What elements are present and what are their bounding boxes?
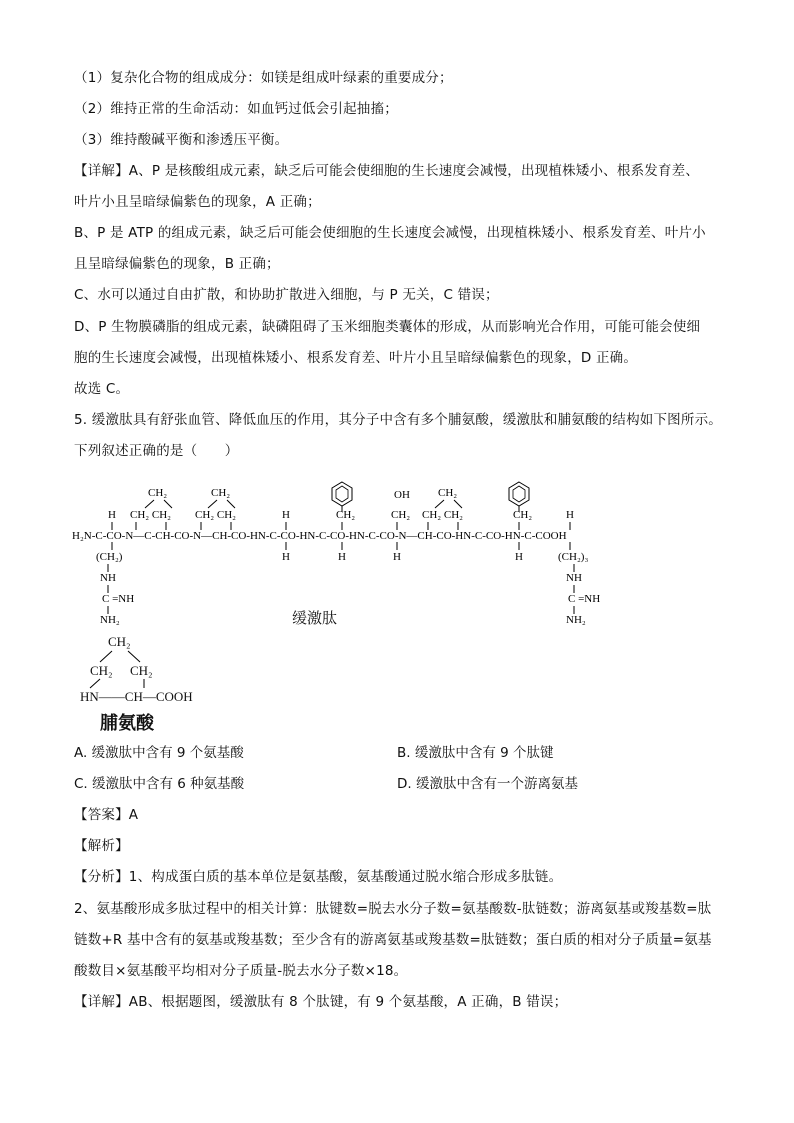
paragraph: 叶片小且呈暗绿偏紫色的现象，A 正确；: [74, 194, 321, 210]
proline-ch2-left: CH₂: [90, 663, 113, 678]
option-d[interactable]: D. 缓激肽中含有一个游离氨基: [397, 776, 578, 792]
svg-text:CH₂: CH₂: [438, 487, 458, 499]
proline-caption: 脯氨酸: [100, 713, 154, 734]
analysis-text: 酸数目×氨基酸平均相对分子质量-脱去水分子数×18。: [74, 963, 408, 979]
paragraph: 且呈暗绿偏紫色的现象，B 正确；: [74, 256, 280, 272]
svg-text:CH₂ CH₂: CH₂ CH₂: [195, 509, 236, 521]
analysis-text: 【分析】1、构成蛋白质的基本单位是氨基酸，氨基酸通过脱水缩合形成多肽链。: [74, 869, 563, 885]
proline-ch2-top: CH₂: [108, 634, 131, 649]
proline-ch2-right: CH₂: [130, 663, 153, 678]
svg-text:H: H: [282, 551, 290, 563]
svg-text:NH₂: NH₂: [566, 614, 586, 626]
paragraph: 胞的生长速度会减慢，出现植株矮小、根系发育差、叶片小且呈暗绿偏紫色的现象，D 正确。: [74, 350, 638, 366]
answer-line: 【答案】A: [74, 807, 139, 823]
svg-text:C =NH: C =NH: [568, 593, 601, 605]
question-stem: 5. 缓激肽具有舒张血管、降低血压的作用，其分子中含有多个脯氨酸，缓激肽和脯氨酸的结构如下图所示。: [74, 412, 722, 428]
svg-text:(CH₂)₃: (CH₂)₃: [558, 551, 589, 563]
svg-text:(CH₂): (CH₂): [96, 551, 123, 563]
svg-text:CH₂: CH₂: [148, 487, 168, 499]
svg-text:CH₂ CH₂: CH₂ CH₂: [422, 509, 463, 521]
svg-text:CH₂: CH₂: [336, 509, 356, 521]
bradykinin-structure: [68, 478, 628, 628]
svg-text:OH: OH: [394, 489, 410, 501]
analysis-text: 链数+R 基中含有的氨基或羧基数；至少含有的游离氨基或羧基数=肽链数；蛋白质的相对分子质量=氨基: [74, 932, 712, 948]
option-a[interactable]: A. 缓激肽中含有 9 个氨基酸: [74, 745, 244, 761]
paragraph: （2）维持正常的生命活动：如血钙过低会引起抽搐；: [74, 101, 398, 117]
option-b[interactable]: B. 缓激肽中含有 9 个肽键: [397, 745, 554, 761]
paragraph: （1）复杂化合物的组成成分：如镁是组成叶绿素的重要成分；: [74, 70, 453, 86]
svg-text:H: H: [515, 551, 523, 563]
svg-text:H: H: [338, 551, 346, 563]
svg-text:H₂N-C-CO-N—C-CH-CO-N—CH-CO-HN-: H₂N-C-CO-N—C-CH-CO-N—CH-CO-HN-C-CO-HN-C-CO-HN-C-CO-N—CH-CO-HN-C-CO-HN-C-COOH: [72, 530, 567, 542]
paragraph: 故选 C。: [74, 381, 130, 397]
svg-text:H: H: [108, 509, 116, 521]
svg-text:C =NH: C =NH: [102, 593, 135, 605]
paragraph: 【详解】A、P 是核酸组成元素，缺乏后可能会使细胞的生长速度会减慢，出现植株矮小、根系发育差、: [74, 163, 700, 179]
option-c[interactable]: C. 缓激肽中含有 6 种氨基酸: [74, 776, 245, 792]
svg-text:NH: NH: [100, 572, 116, 584]
paragraph: （3）维持酸碱平衡和渗透压平衡。: [74, 132, 289, 148]
bradykinin-caption: 缓激肽: [292, 609, 338, 627]
proline-backbone: HN——CH—COOH: [80, 689, 193, 704]
svg-text:CH₂: CH₂: [513, 509, 533, 521]
svg-text:NH: NH: [566, 572, 582, 584]
svg-text:NH₂: NH₂: [100, 614, 120, 626]
svg-text:CH₂: CH₂: [211, 487, 231, 499]
svg-text:CH₂ CH₂: CH₂ CH₂: [130, 509, 171, 521]
svg-text:CH₂: CH₂: [391, 509, 411, 521]
svg-text:H: H: [282, 509, 290, 521]
question-stem: 下列叙述正确的是（ ）: [74, 443, 239, 459]
proline-structure: [78, 634, 228, 706]
svg-text:H: H: [393, 551, 401, 563]
detail-text: 【详解】AB、根据题图，缓激肽有 8 个肽键，有 9 个氨基酸，A 正确，B 错误；: [74, 994, 568, 1010]
analysis-text: 2、氨基酸形成多肽过程中的相关计算：肽键数=脱去水分子数=氨基酸数-肽链数；游离氨基或羧基数=肽: [74, 901, 712, 917]
paragraph: B、P 是 ATP 的组成元素，缺乏后可能会使细胞的生长速度会减慢，出现植株矮小、根系发育差、叶片小: [74, 225, 706, 241]
paragraph: C、水可以通过自由扩散，和协助扩散进入细胞，与 P 无关，C 错误；: [74, 287, 499, 303]
paragraph: D、P 生物膜磷脂的组成元素，缺磷阻碍了玉米细胞类囊体的形成，从而影响光合作用，可能可能会使细: [74, 319, 701, 335]
svg-text:H: H: [566, 509, 574, 521]
analysis-title: 【解析】: [74, 838, 129, 854]
